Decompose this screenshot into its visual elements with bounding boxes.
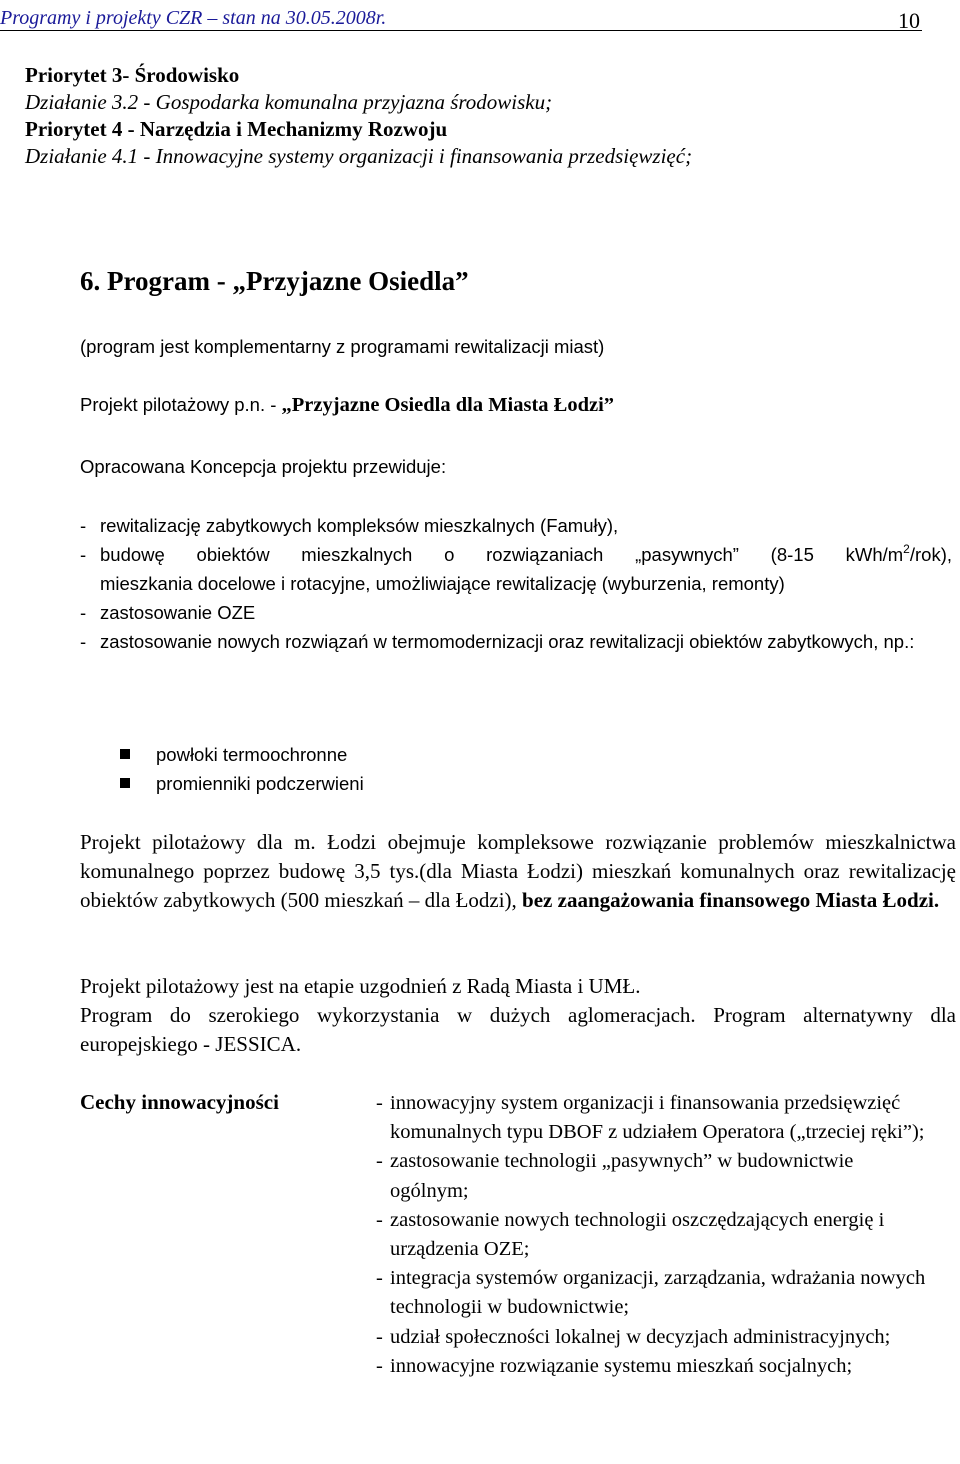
paragraph-2-line1: Projekt pilotażowy jest na etapie uzgodnień z Radą Miasta i UMŁ.	[80, 974, 641, 998]
paragraph-1	[80, 828, 956, 915]
program-subtitle: (program jest komplementarny z programami rewitalizacji miast)	[80, 336, 605, 357]
priority-3: Priorytet 3- Środowisko	[25, 63, 240, 87]
list-item: - zastosowanie OZE	[80, 598, 956, 627]
innovation-features-label: Cechy innowacyjności	[80, 1090, 279, 1114]
list-item: - zastosowanie nowych rozwiązań w termomodernizacji oraz rewitalizacji obiektów zabytkowych, np.:	[80, 627, 956, 656]
feature-item: - innowacyjne rozwiązanie systemu mieszkań socjalnych;	[376, 1352, 936, 1381]
feature-item: - innowacyjny system organizacji i finansowania przedsięwzięć komunalnych typu DBOF z udziałem Operatora („trzeciej ręki”);	[376, 1089, 936, 1147]
concept-list	[80, 511, 956, 656]
paragraph-2	[80, 972, 956, 1059]
feature-item: - udział społeczności lokalnej w decyzjach administracyjnych;	[376, 1323, 936, 1352]
page-header	[0, 2, 922, 31]
feature-item: - zastosowanie technologii „pasywnych” w budownictwie ogólnym;	[376, 1147, 936, 1205]
list-item: - budowę obiektów mieszkalnych o rozwiązaniach „pasywnych” (8-15 kWh/$m^2/rok$),	[80, 540, 952, 569]
action-4-1: Działanie 4.1 - Innowacyjne systemy organizacji i finansowania przedsięwzięć;	[25, 144, 693, 168]
program-heading: 6. Program - „Przyjazne Osiedla”	[80, 266, 469, 296]
page-number: 10	[898, 8, 920, 33]
pilot-line	[80, 390, 956, 420]
paragraph-1-text: Projekt pilotażowy dla m. Łodzi obejmuje kompleksowe rozwiązanie problemów mieszkalnictwa komunalnego poprzez budowę 3,5 tys.(dla Miasta Łodzi) mieszkań komunalnych oraz rewitalizację obiektów zabytkowych (500 mieszkań – dla Łodzi),	[80, 830, 956, 912]
priority-4: Priorytet 4 - Narzędzia i Mechanizmy Rozwoju	[25, 117, 448, 141]
pilot-prefix: Projekt pilotażowy p.n. -	[80, 394, 282, 415]
paragraph-2-line2: Program do szerokiego wykorzystania w dużych aglomeracjach. Program alternatywny dla europejskiego - JESSICA.	[80, 1003, 956, 1056]
concept-intro: Opracowana Koncepcja projektu przewiduje:	[80, 456, 447, 477]
feature-item: - integracja systemów organizacji, zarządzania, wdrażania nowych technologii w budownictwie;	[376, 1264, 936, 1322]
priorities-block	[25, 62, 945, 170]
list-item: - rewitalizację zabytkowych kompleksów mieszkalnych (Famuły),	[80, 511, 956, 540]
bullet-item: promienniki podczerwieni	[80, 769, 956, 798]
bullet-item: powłoki termoochronne	[80, 740, 956, 769]
bullet-list	[80, 740, 956, 798]
action-3-2: Działanie 3.2 - Gospodarka komunalna przyjazna środowisku;	[25, 90, 553, 114]
paragraph-1-bold: bez zaangażowania finansowego Miasta Łodzi.	[522, 888, 940, 912]
innovation-features-list	[376, 1089, 936, 1381]
header-title: Programy i projekty CZR – stan na 30.05.2008r.	[0, 7, 387, 29]
pilot-name: „Przyjazne Osiedla dla Miasta Łodzi”	[281, 394, 615, 416]
feature-item: - zastosowanie nowych technologii oszczędzających energię i urządzenia OZE;	[376, 1206, 936, 1264]
list-item-continuation: mieszkania docelowe i rotacyjne, umożliwiające rewitalizację (wyburzenia, remonty)	[100, 573, 785, 594]
